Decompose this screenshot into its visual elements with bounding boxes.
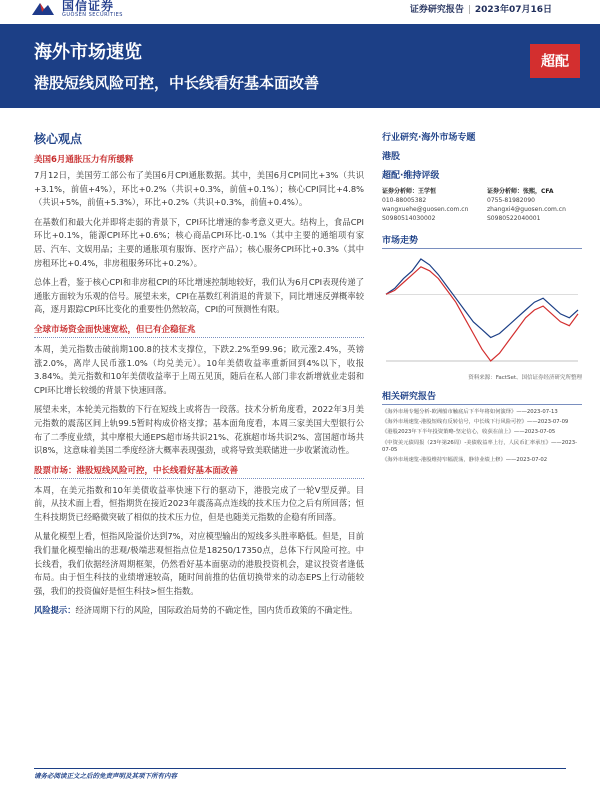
related-report[interactable]: 《中资美元债周报（23年第26周）-美债收益率上行，人民币汇率承压》——2023-07-05 xyxy=(382,439,577,453)
paragraph: 总体上看，鉴于核心CPI和非房租CPI的环比增速控制地较好，我们认为6月CPI表现传递了通胀方面较为乐观的信号。展望未来，CPI在基数红利消退的背景下，同比增速反弹概率较高，逐月跟踪CPI环比变化的重要性仍然较高，CPI的可预测性有限。 xyxy=(34,277,364,315)
page-subtitle: 港股短线风险可控，中长线看好基本面改善 xyxy=(34,74,320,92)
chart-title: 市场走势 xyxy=(382,233,582,249)
analyst-card xyxy=(382,187,477,223)
rating-label: 超配·维持评级 xyxy=(382,171,440,181)
related-report[interactable]: 《海外市场专题分析-欧洲船市触底后下半年将如何演绎》——2023-07-13 xyxy=(382,409,558,415)
block-heading: 全球市场资金面快速宽松，但已有企稳征兆 xyxy=(34,323,364,338)
main-content xyxy=(34,130,364,624)
risk-text: 经济周期下行的风险，国际政治局势的不确定性，国内货币政策的不确定性。 xyxy=(75,605,358,616)
related-report[interactable]: 《海外市场速览-港股维持窄幅震荡，静待业绩上修》——2023-07-02 xyxy=(382,457,548,464)
industry-label: 港股 xyxy=(382,152,401,162)
title-banner xyxy=(0,24,600,108)
company-logo xyxy=(30,0,123,18)
risk-warning xyxy=(34,604,364,618)
analyst-list xyxy=(382,187,582,223)
analyst-phone: 0755-81982090 xyxy=(487,197,535,204)
related-report[interactable]: 《港股2023年下半年投资策略-坚定信心，收获在前上》——2023-07-05 xyxy=(382,429,556,436)
paragraph: 7月12日，美国劳工部公布了美国6月CPI通胀数据。其中，美国6月CPI同比+3%（共识+3.1%，前值+4%），环比+0.2%（共识+0.3%，前值+0.1%）；核心CPI同比+4.8%（共识+5%，前值+5.3%），环比+0.2%（共识+0.3%，前值+0.4%）。 xyxy=(34,170,364,208)
analyst-name: 证券分析师：王学恒 xyxy=(382,188,437,195)
chart-series-line-1 xyxy=(386,259,578,338)
chart-svg xyxy=(382,253,582,371)
page-title: 海外市场速览 xyxy=(34,42,142,63)
footer-disclaimer: 请务必阅读正文之后的免责声明及其项下所有内容 xyxy=(34,772,177,780)
report-type: 证券研究报告 xyxy=(409,5,464,15)
chart-series-line-2 xyxy=(386,267,578,361)
report-date: 2023年07月16日 xyxy=(474,5,552,15)
analyst-card xyxy=(487,187,582,223)
analyst-email[interactable]: zhangxi4@guosen.com.cn xyxy=(487,206,566,213)
related-report[interactable]: 《海外市场速览-港股短线有反转信号，中长线下行风险可控》——2023-07-09 xyxy=(382,419,569,426)
rating-badge: 超配 xyxy=(530,44,580,78)
report-tag: 证券研究报告 | 2023年07月16日 xyxy=(409,5,552,15)
related-title: 相关研究报告 xyxy=(382,389,582,405)
analyst-cert: S0980522040001 xyxy=(487,215,541,222)
analyst-cert: S0980514030002 xyxy=(382,215,436,222)
section-title: 核心观点 xyxy=(34,132,83,146)
paragraph: 从量化模型上看，恒指风险溢价达到7%，对应模型输出的短线多头胜率略低。但是，目前我们量化模型输出的悲观/极端悲观恒指点位是18250/17350点，总体下行风险可控。中长线看，我们依据经济周期框架，仍然看好基本面驱动的港股投资机会，建议投资者逢低布局。由于恒生科技的业绩增速较高，随时间前推的估值切换带来的动态EPS上行动能较强，我们的投资偏好是恒生科技>恒生指数。 xyxy=(34,531,364,596)
logo-text-cn: 国信证券 xyxy=(62,0,115,13)
chart-source: 资料来源：FactSet、国信证券经济研究所整理 xyxy=(468,375,582,381)
analyst-name: 证券分析师：张熙，CFA xyxy=(487,188,554,195)
report-category: 行业研究·海外市场专题 xyxy=(382,133,476,143)
block-heading: 美国6月通胀压力有所缓释 xyxy=(34,155,134,165)
analyst-email[interactable]: wangxuehe@guosen.com.cn xyxy=(382,206,469,213)
block-heading: 股票市场：港股短线风险可控，中长线看好基本面改善 xyxy=(34,464,364,479)
market-trend-chart xyxy=(382,253,582,371)
top-bar xyxy=(0,0,600,24)
paragraph: 本周，美元指数击破前期100.8的技术支撑位，下跌2.2%至99.96；欧元涨2.4%，英镑涨2.0%，离岸人民币涨1.0%（均兑美元）。10年美债收益率重新回到4%以下，收报3.84%。美元指数和10年美债收益率于上周五见顶，随后在私人部门非农新增就业走弱和CPI环比增长较缓的背景下快速回落。 xyxy=(34,343,364,395)
paragraph: 本周，在美元指数和10年美债收益率快速下行的驱动下，港股完成了一轮V型反弹。目前，从技术面上看，恒指期货在接近2023年震荡高点连线的技术压力位之后有所回落；恒生科技期货已经略微突破了相似的技术压力位，但是也随美元指数的企稳有所回落。 xyxy=(34,484,364,522)
paragraph: 在基数们和最大化并即将走弱的背景下，CPI环比增速的参考意义更大。结构上，食品CPI环比+0.1%，能源CPI环比+0.6%；核心商品CPI环比-0.1%（其中主要的通缩项有家居、汽车、文娱用品；主要的通胀项有服饰、医疗产品）；核心服务CPI环比+0.3%（其中房租环比+0.4%，非房租服务环比+0.2%）。 xyxy=(34,216,364,268)
logo-text-en: GUOSEN SECURITIES xyxy=(62,12,123,18)
risk-label: 风险提示： xyxy=(34,605,76,616)
sidebar xyxy=(382,130,582,467)
paragraph: 展望未来，本轮美元指数的下行在短线上或将告一段落。技术分析角度看，2022年3月美元指数的震荡区间上轨99.5暂时构成价格支撑；基本面角度看，本周三家美国大型银行公布了二季度业绩，其中摩根大通EPS超市场共识21%、花旗超市场共识2%、富国超市场共识8%，这意味着美国二季度经济大概率表现强劲，或将导致美联储进一步收紧流动性。 xyxy=(34,404,364,456)
logo-mark-icon xyxy=(30,1,56,17)
analyst-phone: 010-88005382 xyxy=(382,197,427,204)
footer-divider xyxy=(34,768,566,769)
